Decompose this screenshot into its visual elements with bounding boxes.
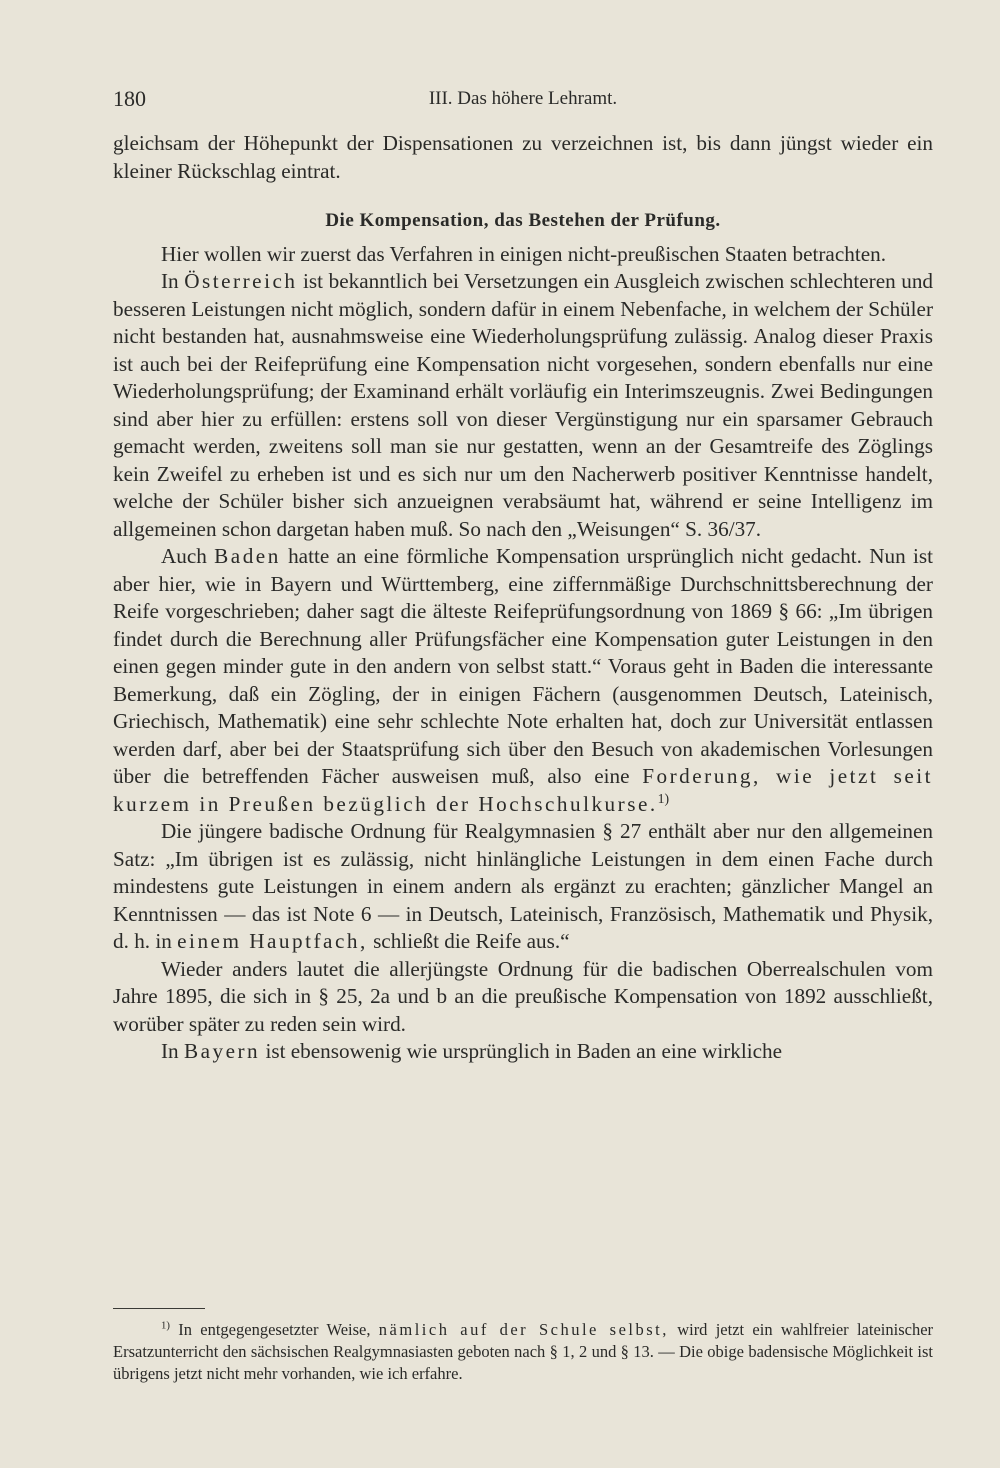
paragraph-4 [113,818,933,956]
paragraph-2-intro: In [161,269,179,293]
paragraph-3-text: hatte an eine förmliche Kompensation ursprünglich nicht gedacht. Nun ist aber hier, wie in Bayern und Württemberg, eine ziffernmäßige Durchschnittsberechnung der Reife vorgeschrieben; daher sagt die älteste Reifeprüfungsordnung von 1869 § 66: „Im übrigen findet durch die Berechnung aller Prüfungsfächer eine Kompensation guter Leistungen in den einen gegen minder gute in den andern von selbst statt.“ Voraus geht in Baden die interessante Bemerkung, daß ein Zögling, der in einigen Fächern (ausgenommen Deutsch, Lateinisch, Griechisch, Mathematik) eine sehr schlechte Note erhalten hat, doch zur Universität entlassen werden darf, aber bei der Staatsprüfung sich über den Besuch von akademischen Vorlesungen über die betreffenden Fächer ausweisen muß, also eine [113,544,933,788]
paragraph-2-text: ist bekanntlich bei Versetzungen ein Ausgleich zwischen schlechteren und besseren Leistungen nicht möglich, sondern dafür in einem Nebenfache, in welchem der Schüler nicht bestanden hat, ausnahmsweise eine Wiederholungsprüfung zulässig. Analog dieser Praxis ist auch bei der Reifeprüfung eine Kompensation nicht vorgesehen, sondern ebenfalls nur eine Wiederholungsprüfung; der Examinand erhält vorläufig ein Interimszeugnis. Zwei Bedingungen sind aber hier zu erfüllen: erstens soll von dieser Vergünstigung nur ein sparsamer Gebrauch gemacht werden, zweitens soll man sie nur gestatten, wenn an der Gesamtreife des Zöglings kein Zweifel zu erheben ist und es sich nur um den Nacherwerb positiver Kenntnisse handelt, welche der Schüler bisher sich anzueignen verabsäumt hat, während er seine Intelligenz im allgemeinen schon dargetan haben muß. So nach den „Weisungen“ S. 36/37. [113,269,934,541]
footnote-text-b: wird jetzt ein wahlfreier lateinischer Ersatzunterricht den sächsischen Realgymnasiasten geboten nach § 1, 2 und § 13. — Die obige badensische Möglichkeit ist übrigens jetzt nicht mehr vorhanden, wie ich erfahre. [113,1320,934,1383]
footnote-paragraph [113,1319,933,1385]
footnote-text-a: In entgegengesetzter Weise, [178,1320,371,1339]
paragraph-6-intro: In [161,1039,179,1063]
page-header [113,86,933,116]
emphasis-baden: Baden [214,544,281,568]
footnote-rule [113,1308,205,1309]
paragraph-3 [113,543,933,818]
paragraph-2 [113,268,933,543]
paragraph-1: Hier wollen wir zuerst das Verfahren in einigen nicht-preußischen Staaten betrachten. [161,241,887,266]
paragraph-4-text-a: Die jüngere badische Ordnung für Realgymnasien § 27 enthält aber nur den allgemeinen Satz: „Im übrigen ist es zulässig, nicht hinlängliche Leistungen in dem einen Fache durch mindestens gute Leistungen in einem andern als ergänzt zu erachten; gänzlicher Mangel an Kenntnissen — das ist Note 6 — in Deutsch, Lateinisch, Französisch, Mathematik und Physik, d. h. in [113,819,933,953]
emphasis-bayern: Bayern [183,1039,261,1063]
footnote-mark: 1) [161,1319,170,1332]
page-number: 180 [113,86,146,111]
body-text [113,130,933,1066]
footnote-reference[interactable]: 1) [657,790,670,806]
section-heading: Die Kompensation, das Bestehen der Prüfung. [325,210,721,231]
paragraph-6 [113,1038,933,1066]
emphasis-oesterreich: Österreich [184,269,298,293]
paragraph-4-text-b: schließt die Reife aus.“ [373,929,570,953]
paragraph-6-text: ist ebensowenig wie ursprünglich in Baden an eine wirkliche [265,1039,783,1063]
paragraph-continuation: gleichsam der Höhepunkt der Dispensationen zu verzeichnen ist, bis dann jüngst wieder ein kleiner Rückschlag eintrat. [113,131,933,183]
footnote [113,1319,933,1385]
footnote-emphasis: nämlich auf der Schule selbst, [378,1320,669,1339]
paragraph-5: Wieder anders lautet die allerjüngste Ordnung für die badischen Oberrealschulen vom Jahre 1895, die sich in § 25, 2a und b an die preußische Kompensation von 1892 ausschließt, worüber später zu reden sein wird. [113,956,933,1036]
paragraph-3-intro: Auch [161,544,207,568]
emphasis-hauptfach: einem Hauptfach, [177,929,368,953]
emphasis-forderung: Forderung, wie jetzt seit kurzem in Preußen bezüglich der Hochschulkurse. [113,764,934,816]
running-head: III. Das höhere Lehramt. [428,88,618,109]
